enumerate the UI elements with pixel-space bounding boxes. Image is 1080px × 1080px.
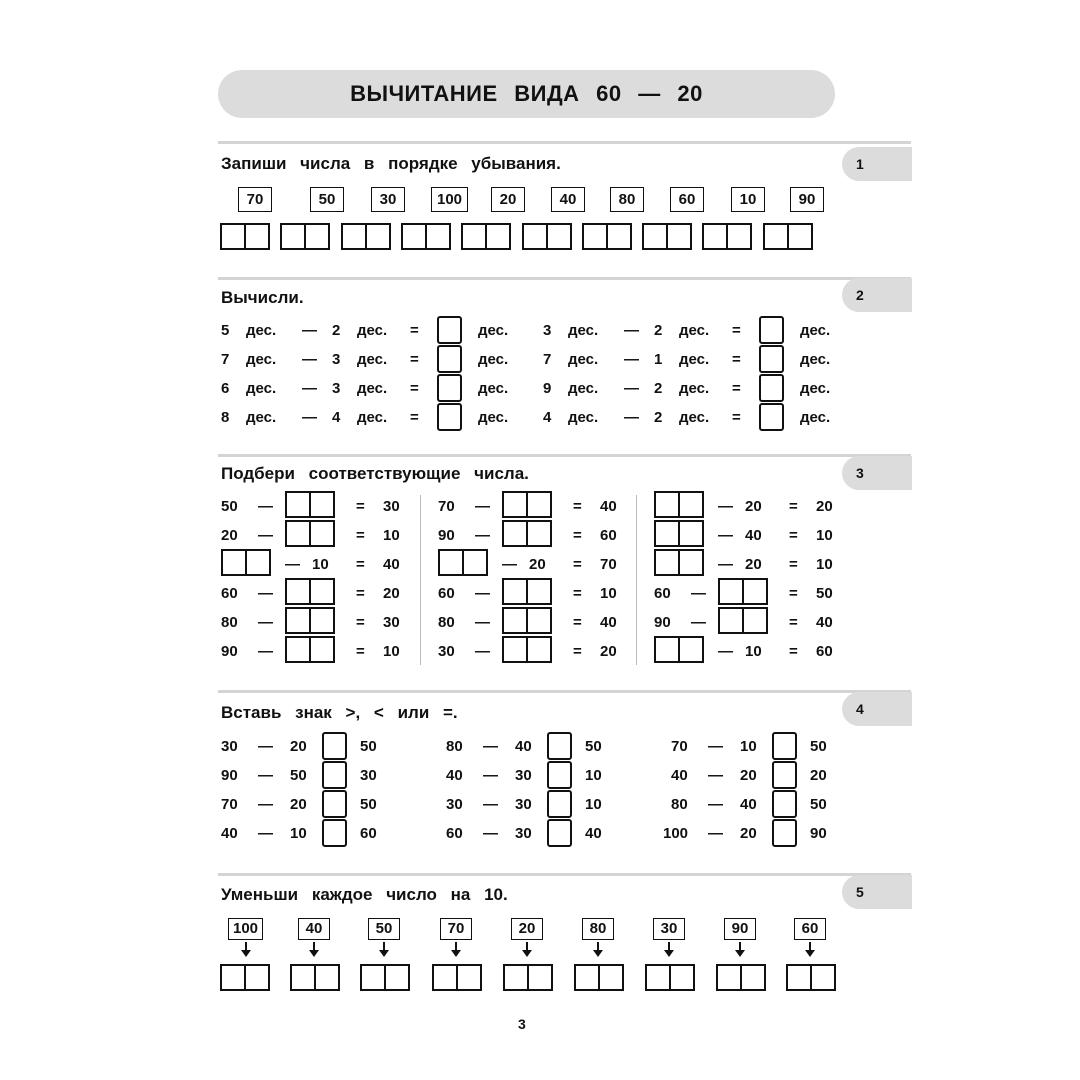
comparison-sign-box[interactable] bbox=[547, 790, 572, 818]
unit-label: дес. bbox=[568, 322, 599, 339]
operand-a: 70 bbox=[221, 796, 238, 813]
minus-sign: — bbox=[483, 796, 498, 813]
operand-c: 20 bbox=[810, 767, 827, 784]
operand-b: 30 bbox=[515, 825, 532, 842]
task-number: 5 bbox=[856, 884, 864, 900]
equals-sign: = bbox=[732, 409, 741, 426]
unit-label: дес. bbox=[568, 380, 599, 397]
operand-c: 10 bbox=[585, 796, 602, 813]
answer-box[interactable] bbox=[645, 964, 695, 991]
section-separator bbox=[218, 690, 911, 693]
subtrahend: 10 bbox=[312, 556, 329, 573]
minus-sign: — bbox=[258, 585, 273, 602]
operand-a: 40 bbox=[221, 825, 238, 842]
number-card: 60 bbox=[670, 187, 704, 212]
minus-sign: — bbox=[258, 527, 273, 544]
equals-sign: = bbox=[573, 527, 582, 544]
equals-sign: = bbox=[410, 380, 419, 397]
number-card: 90 bbox=[724, 918, 756, 940]
operand-c: 90 bbox=[810, 825, 827, 842]
tens-a: 7 bbox=[543, 351, 552, 368]
answer-box[interactable] bbox=[716, 964, 766, 991]
answer-box[interactable] bbox=[437, 316, 462, 344]
minus-sign: — bbox=[718, 643, 733, 660]
minus-sign: — bbox=[475, 643, 490, 660]
tens-b: 3 bbox=[332, 380, 341, 397]
minuend: 80 bbox=[221, 614, 238, 631]
column-divider bbox=[636, 495, 637, 665]
minus-sign: — bbox=[483, 767, 498, 784]
unit-label: дес. bbox=[679, 351, 710, 368]
number-card: 80 bbox=[610, 187, 644, 212]
answer-box[interactable] bbox=[432, 964, 482, 991]
number-card: 70 bbox=[238, 187, 272, 212]
answer-box[interactable] bbox=[718, 607, 768, 634]
answer-box[interactable] bbox=[642, 223, 692, 250]
minus-sign: — bbox=[475, 527, 490, 544]
unit-label: дес. bbox=[357, 380, 388, 397]
operand-a: 60 bbox=[446, 825, 463, 842]
comparison-sign-box[interactable] bbox=[772, 790, 797, 818]
answer-box[interactable] bbox=[654, 491, 704, 518]
minus-sign: — bbox=[483, 738, 498, 755]
subtrahend: 20 bbox=[745, 556, 762, 573]
number-card: 40 bbox=[551, 187, 585, 212]
operand-a: 70 bbox=[671, 738, 688, 755]
unit-label: дес. bbox=[478, 351, 509, 368]
equals-sign: = bbox=[410, 409, 419, 426]
minuend: 60 bbox=[221, 585, 238, 602]
section-separator bbox=[218, 873, 911, 876]
equals-sign: = bbox=[789, 527, 798, 544]
answer-box[interactable] bbox=[502, 578, 552, 605]
equals-sign: = bbox=[356, 643, 365, 660]
section-separator bbox=[218, 141, 911, 144]
minuend: 90 bbox=[654, 614, 671, 631]
equals-sign: = bbox=[410, 351, 419, 368]
number-card: 20 bbox=[511, 918, 543, 940]
tens-a: 3 bbox=[543, 322, 552, 339]
result: 10 bbox=[383, 527, 400, 544]
operand-b: 30 bbox=[515, 796, 532, 813]
result: 60 bbox=[816, 643, 833, 660]
subtrahend: 10 bbox=[745, 643, 762, 660]
minus-sign: — bbox=[708, 767, 723, 784]
comparison-sign-box[interactable] bbox=[322, 819, 347, 847]
equals-sign: = bbox=[789, 556, 798, 573]
answer-box[interactable] bbox=[502, 491, 552, 518]
minus-sign: — bbox=[475, 498, 490, 515]
answer-box[interactable] bbox=[574, 964, 624, 991]
tens-a: 8 bbox=[221, 409, 230, 426]
operand-c: 60 bbox=[360, 825, 377, 842]
minus-sign: — bbox=[258, 738, 273, 755]
equals-sign: = bbox=[573, 498, 582, 515]
unit-label: дес. bbox=[246, 351, 277, 368]
minus-sign: — bbox=[624, 409, 639, 426]
operand-c: 10 bbox=[585, 767, 602, 784]
comparison-sign-box[interactable] bbox=[772, 819, 797, 847]
result: 40 bbox=[600, 614, 617, 631]
task-number-tab bbox=[842, 692, 912, 726]
arrow-down-icon bbox=[455, 942, 457, 951]
arrow-down-icon bbox=[809, 942, 811, 951]
task-instruction: Уменьши каждое число на 10. bbox=[221, 885, 508, 904]
answer-box[interactable] bbox=[503, 964, 553, 991]
section-separator bbox=[218, 277, 911, 280]
equals-sign: = bbox=[573, 614, 582, 631]
page-number: 3 bbox=[518, 1016, 526, 1032]
number-card: 90 bbox=[790, 187, 824, 212]
operand-b: 30 bbox=[515, 767, 532, 784]
number-card: 80 bbox=[582, 918, 614, 940]
minuend: 20 bbox=[221, 527, 238, 544]
operand-c: 50 bbox=[585, 738, 602, 755]
minus-sign: — bbox=[691, 614, 706, 631]
equals-sign: = bbox=[410, 322, 419, 339]
comparison-sign-box[interactable] bbox=[772, 732, 797, 760]
unit-label: дес. bbox=[800, 409, 831, 426]
minus-sign: — bbox=[302, 322, 317, 339]
result: 50 bbox=[816, 585, 833, 602]
minus-sign: — bbox=[691, 585, 706, 602]
operand-c: 30 bbox=[360, 767, 377, 784]
minus-sign: — bbox=[624, 380, 639, 397]
unit-label: дес. bbox=[478, 380, 509, 397]
tens-b: 2 bbox=[332, 322, 341, 339]
result: 70 bbox=[600, 556, 617, 573]
equals-sign: = bbox=[573, 556, 582, 573]
result: 10 bbox=[816, 527, 833, 544]
result: 40 bbox=[383, 556, 400, 573]
answer-box[interactable] bbox=[702, 223, 752, 250]
page-title: ВЫЧИТАНИЕ ВИДА 60 — 20 bbox=[350, 81, 703, 106]
operand-a: 100 bbox=[663, 825, 689, 842]
tens-b: 2 bbox=[654, 322, 663, 339]
comparison-sign-box[interactable] bbox=[772, 761, 797, 789]
minus-sign: — bbox=[708, 825, 723, 842]
minus-sign: — bbox=[718, 527, 733, 544]
equals-sign: = bbox=[789, 643, 798, 660]
arrow-down-icon bbox=[313, 942, 315, 951]
minus-sign: — bbox=[285, 556, 300, 573]
answer-box[interactable] bbox=[461, 223, 511, 250]
minus-sign: — bbox=[302, 380, 317, 397]
answer-box[interactable] bbox=[437, 345, 462, 373]
unit-label: дес. bbox=[679, 380, 710, 397]
answer-box[interactable] bbox=[360, 964, 410, 991]
answer-box[interactable] bbox=[582, 223, 632, 250]
unit-label: дес. bbox=[568, 409, 599, 426]
arrow-down-icon bbox=[383, 942, 385, 951]
unit-label: дес. bbox=[679, 409, 710, 426]
minus-sign: — bbox=[718, 498, 733, 515]
equals-sign: = bbox=[356, 527, 365, 544]
minuend: 80 bbox=[438, 614, 455, 631]
result: 20 bbox=[383, 585, 400, 602]
operand-a: 40 bbox=[671, 767, 688, 784]
answer-box[interactable] bbox=[759, 403, 784, 431]
operand-c: 50 bbox=[810, 796, 827, 813]
result: 10 bbox=[600, 585, 617, 602]
operand-c: 50 bbox=[360, 796, 377, 813]
answer-box[interactable] bbox=[285, 636, 335, 663]
equals-sign: = bbox=[789, 498, 798, 515]
minuend: 30 bbox=[438, 643, 455, 660]
number-card: 10 bbox=[731, 187, 765, 212]
number-card: 50 bbox=[310, 187, 344, 212]
minus-sign: — bbox=[475, 585, 490, 602]
unit-label: дес. bbox=[478, 322, 509, 339]
equals-sign: = bbox=[732, 322, 741, 339]
result: 40 bbox=[816, 614, 833, 631]
result: 20 bbox=[600, 643, 617, 660]
minus-sign: — bbox=[708, 738, 723, 755]
minus-sign: — bbox=[624, 322, 639, 339]
operand-b: 10 bbox=[740, 738, 757, 755]
minus-sign: — bbox=[258, 796, 273, 813]
arrow-down-icon bbox=[739, 942, 741, 951]
minus-sign: — bbox=[258, 614, 273, 631]
answer-box[interactable] bbox=[654, 549, 704, 576]
task-instruction: Запиши числа в порядке убывания. bbox=[221, 154, 561, 173]
equals-sign: = bbox=[573, 643, 582, 660]
unit-label: дес. bbox=[800, 380, 831, 397]
task-instruction: Подбери соответствующие числа. bbox=[221, 464, 529, 483]
task-number-tab bbox=[842, 278, 912, 312]
tens-b: 2 bbox=[654, 380, 663, 397]
number-card: 50 bbox=[368, 918, 400, 940]
answer-box[interactable] bbox=[285, 491, 335, 518]
result: 60 bbox=[600, 527, 617, 544]
operand-a: 80 bbox=[446, 738, 463, 755]
operand-c: 50 bbox=[360, 738, 377, 755]
operand-b: 20 bbox=[740, 825, 757, 842]
minuend: 60 bbox=[438, 585, 455, 602]
tens-b: 3 bbox=[332, 351, 341, 368]
minuend: 90 bbox=[221, 643, 238, 660]
answer-box[interactable] bbox=[437, 374, 462, 402]
number-card: 70 bbox=[440, 918, 472, 940]
unit-label: дес. bbox=[246, 322, 277, 339]
minus-sign: — bbox=[708, 796, 723, 813]
answer-box[interactable] bbox=[401, 223, 451, 250]
comparison-sign-box[interactable] bbox=[547, 761, 572, 789]
answer-box[interactable] bbox=[280, 223, 330, 250]
arrow-down-icon bbox=[245, 942, 247, 951]
equals-sign: = bbox=[573, 585, 582, 602]
operand-a: 30 bbox=[446, 796, 463, 813]
minuend: 70 bbox=[438, 498, 455, 515]
answer-box[interactable] bbox=[285, 607, 335, 634]
task-number-tab bbox=[842, 456, 912, 490]
comparison-sign-box[interactable] bbox=[547, 819, 572, 847]
tens-a: 7 bbox=[221, 351, 230, 368]
equals-sign: = bbox=[356, 614, 365, 631]
minus-sign: — bbox=[302, 351, 317, 368]
answer-box[interactable] bbox=[437, 403, 462, 431]
operand-a: 80 bbox=[671, 796, 688, 813]
comparison-sign-box[interactable] bbox=[322, 790, 347, 818]
task-number-tab bbox=[842, 875, 912, 909]
operand-b: 20 bbox=[740, 767, 757, 784]
task-instruction: Вычисли. bbox=[221, 288, 304, 307]
unit-label: дес. bbox=[357, 322, 388, 339]
operand-b: 40 bbox=[515, 738, 532, 755]
tens-b: 1 bbox=[654, 351, 663, 368]
tens-a: 6 bbox=[221, 380, 230, 397]
tens-b: 4 bbox=[332, 409, 341, 426]
answer-box[interactable] bbox=[759, 374, 784, 402]
result: 20 bbox=[816, 498, 833, 515]
minuend: 60 bbox=[654, 585, 671, 602]
equals-sign: = bbox=[732, 351, 741, 368]
equals-sign: = bbox=[356, 498, 365, 515]
number-card: 100 bbox=[431, 187, 468, 212]
task-number-tab bbox=[842, 147, 912, 181]
unit-label: дес. bbox=[357, 351, 388, 368]
unit-label: дес. bbox=[246, 380, 277, 397]
number-card: 20 bbox=[491, 187, 525, 212]
tens-a: 4 bbox=[543, 409, 552, 426]
minus-sign: — bbox=[624, 351, 639, 368]
arrow-down-icon bbox=[668, 942, 670, 951]
answer-box[interactable] bbox=[786, 964, 836, 991]
task-number: 2 bbox=[856, 287, 864, 303]
task-number: 1 bbox=[856, 156, 864, 172]
equals-sign: = bbox=[732, 380, 741, 397]
minuend: 50 bbox=[221, 498, 238, 515]
unit-label: дес. bbox=[568, 351, 599, 368]
minus-sign: — bbox=[258, 767, 273, 784]
operand-b: 40 bbox=[740, 796, 757, 813]
column-divider bbox=[420, 495, 421, 665]
unit-label: дес. bbox=[478, 409, 509, 426]
number-card: 30 bbox=[371, 187, 405, 212]
operand-b: 20 bbox=[290, 738, 307, 755]
minus-sign: — bbox=[483, 825, 498, 842]
number-card: 40 bbox=[298, 918, 330, 940]
minuend: 90 bbox=[438, 527, 455, 544]
operand-a: 40 bbox=[446, 767, 463, 784]
answer-box[interactable] bbox=[290, 964, 340, 991]
answer-box[interactable] bbox=[759, 345, 784, 373]
answer-box[interactable] bbox=[221, 549, 271, 576]
operand-a: 30 bbox=[221, 738, 238, 755]
answer-box[interactable] bbox=[341, 223, 391, 250]
result: 30 bbox=[383, 614, 400, 631]
answer-box[interactable] bbox=[502, 520, 552, 547]
operand-c: 40 bbox=[585, 825, 602, 842]
result: 10 bbox=[383, 643, 400, 660]
unit-label: дес. bbox=[246, 409, 277, 426]
unit-label: дес. bbox=[679, 322, 710, 339]
minus-sign: — bbox=[302, 409, 317, 426]
arrow-down-icon bbox=[597, 942, 599, 951]
unit-label: дес. bbox=[357, 409, 388, 426]
task-number: 4 bbox=[856, 701, 864, 717]
page-title-banner bbox=[218, 70, 835, 118]
answer-box[interactable] bbox=[718, 578, 768, 605]
unit-label: дес. bbox=[800, 351, 831, 368]
comparison-sign-box[interactable] bbox=[322, 732, 347, 760]
equals-sign: = bbox=[789, 585, 798, 602]
tens-a: 9 bbox=[543, 380, 552, 397]
result: 40 bbox=[600, 498, 617, 515]
answer-box[interactable] bbox=[759, 316, 784, 344]
number-card: 100 bbox=[228, 918, 263, 940]
arrow-down-icon bbox=[526, 942, 528, 951]
answer-box[interactable] bbox=[220, 964, 270, 991]
comparison-sign-box[interactable] bbox=[547, 732, 572, 760]
number-card: 60 bbox=[794, 918, 826, 940]
result: 30 bbox=[383, 498, 400, 515]
equals-sign: = bbox=[789, 614, 798, 631]
subtrahend: 40 bbox=[745, 527, 762, 544]
answer-box[interactable] bbox=[502, 607, 552, 634]
operand-a: 90 bbox=[221, 767, 238, 784]
unit-label: дес. bbox=[800, 322, 831, 339]
answer-box[interactable] bbox=[654, 520, 704, 547]
operand-b: 10 bbox=[290, 825, 307, 842]
answer-box[interactable] bbox=[522, 223, 572, 250]
answer-box[interactable] bbox=[285, 578, 335, 605]
answer-box[interactable] bbox=[285, 520, 335, 547]
number-card: 30 bbox=[653, 918, 685, 940]
operand-c: 50 bbox=[810, 738, 827, 755]
minus-sign: — bbox=[502, 556, 517, 573]
subtrahend: 20 bbox=[745, 498, 762, 515]
section-separator bbox=[218, 454, 911, 457]
equals-sign: = bbox=[356, 585, 365, 602]
equals-sign: = bbox=[356, 556, 365, 573]
task-instruction: Вставь знак >, < или =. bbox=[221, 703, 458, 722]
comparison-sign-box[interactable] bbox=[322, 761, 347, 789]
answer-box[interactable] bbox=[438, 549, 488, 576]
answer-box[interactable] bbox=[502, 636, 552, 663]
minus-sign: — bbox=[475, 614, 490, 631]
answer-box[interactable] bbox=[220, 223, 270, 250]
answer-box[interactable] bbox=[763, 223, 813, 250]
tens-b: 2 bbox=[654, 409, 663, 426]
minus-sign: — bbox=[258, 498, 273, 515]
subtrahend: 20 bbox=[529, 556, 546, 573]
minus-sign: — bbox=[258, 643, 273, 660]
operand-b: 20 bbox=[290, 796, 307, 813]
answer-box[interactable] bbox=[654, 636, 704, 663]
minus-sign: — bbox=[258, 825, 273, 842]
operand-b: 50 bbox=[290, 767, 307, 784]
minus-sign: — bbox=[718, 556, 733, 573]
tens-a: 5 bbox=[221, 322, 230, 339]
task-number: 3 bbox=[856, 465, 864, 481]
result: 10 bbox=[816, 556, 833, 573]
